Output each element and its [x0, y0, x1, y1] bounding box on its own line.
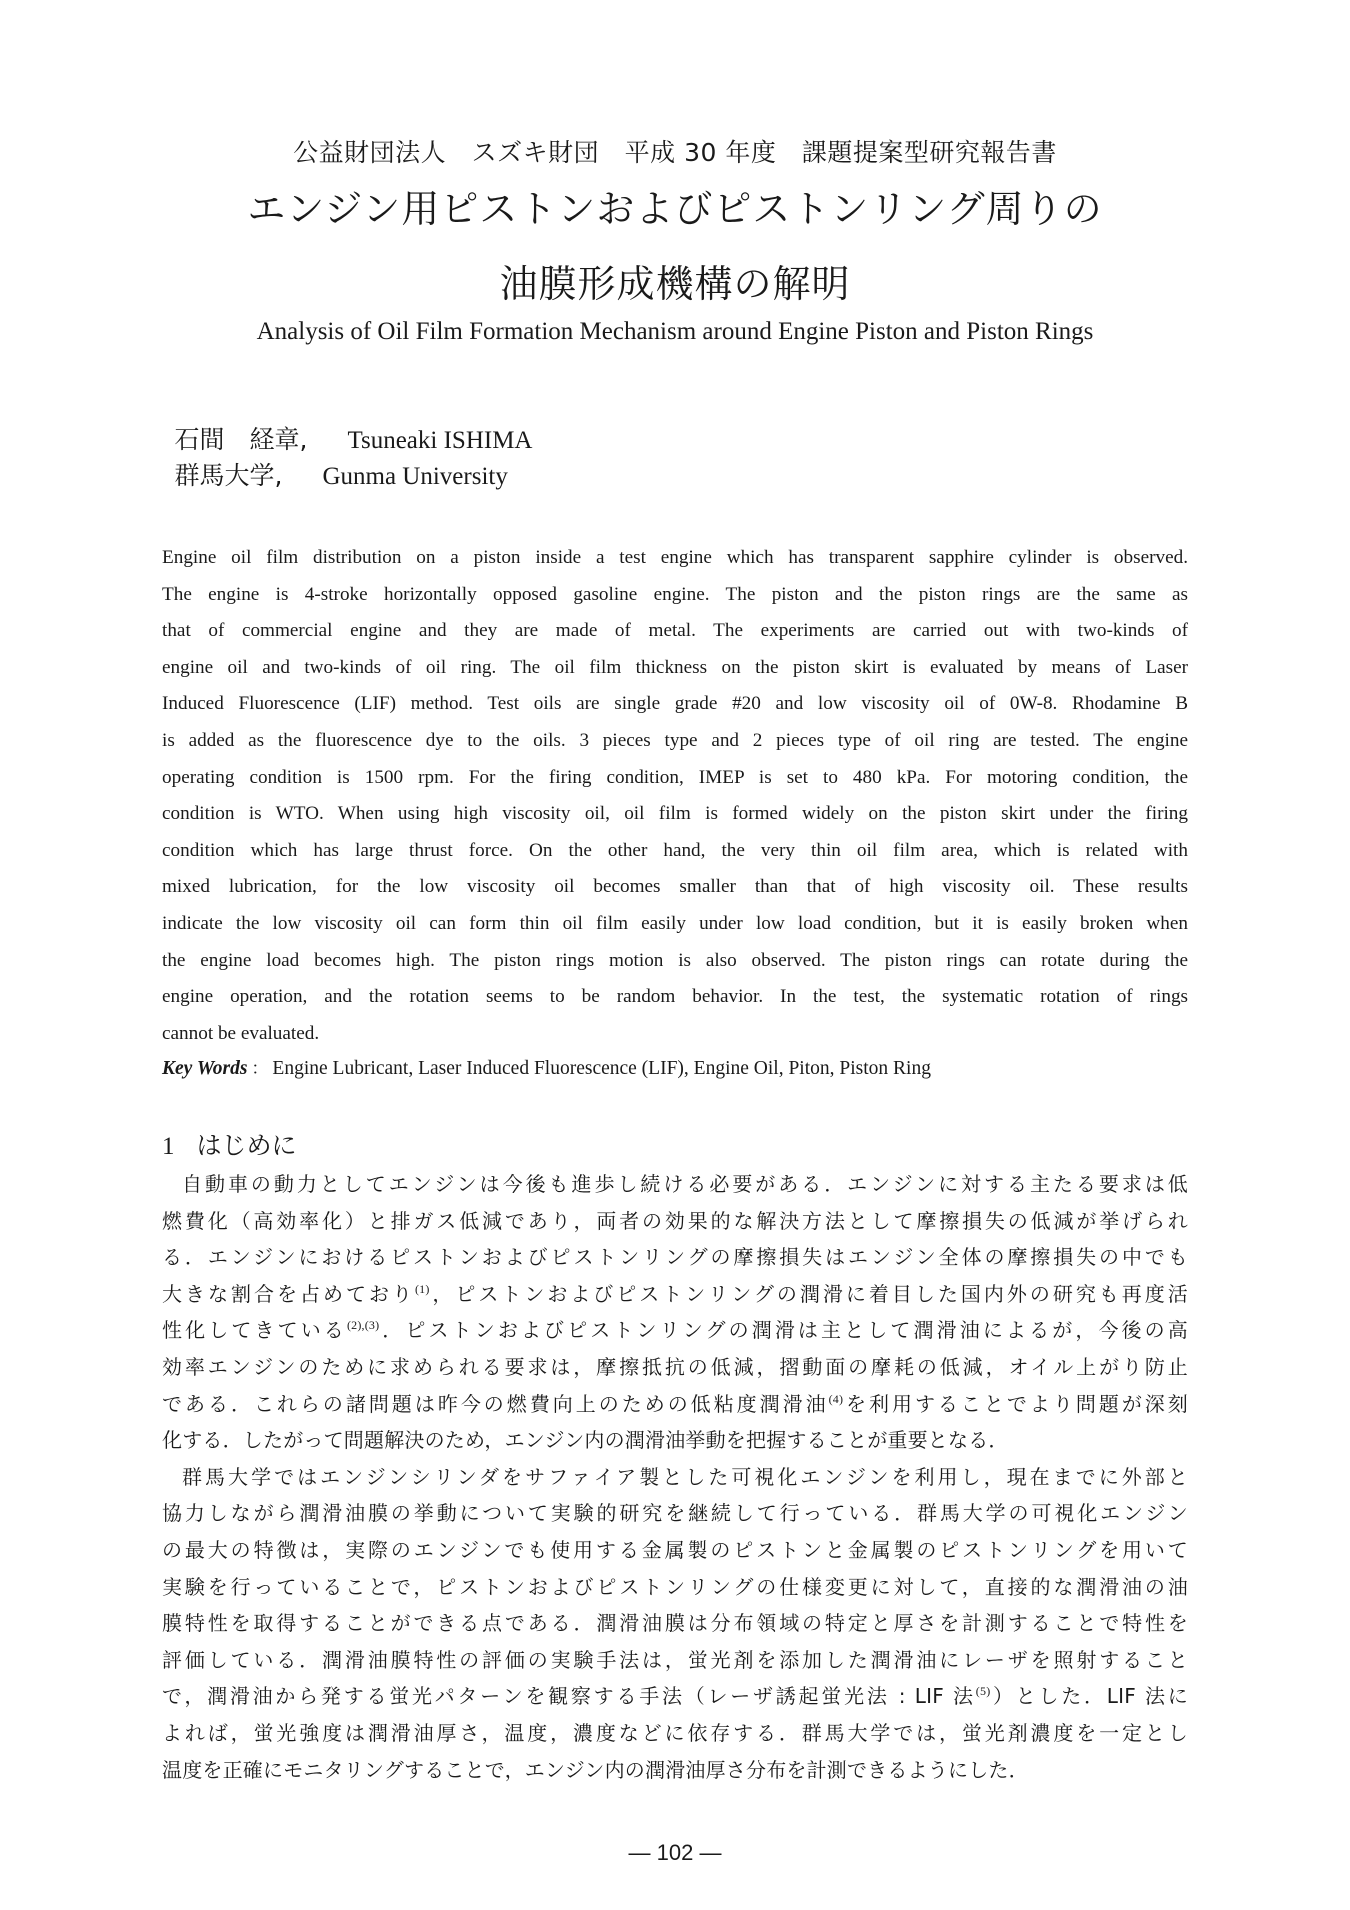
- body-text: 性化してきている: [162, 1318, 347, 1343]
- abstract-line: The engine is 4-stroke horizontally opposed gasoline engine. The piston and the piston rings are the same as: [162, 583, 1188, 605]
- body-text: を利用することでより問題が深刻: [843, 1391, 1188, 1416]
- section-number: 1: [162, 1133, 175, 1160]
- body-text: 温度を正確にモニタリングすることで，エンジン内の潤滑油厚さ分布を計測できるようにした．: [162, 1757, 1029, 1782]
- keywords-text: Engine Lubricant, Laser Induced Fluorescence (LIF), Engine Oil, Piton, Piston Ring: [272, 1058, 931, 1079]
- abstract-line: engine oil and two-kinds of oil ring. The oil film thickness on the piston skirt is evaluated by means of Laser: [162, 656, 1188, 678]
- english-title: Analysis of Oil Film Formation Mechanism around Engine Piston and Piston Rings: [256, 318, 1094, 345]
- section-title: はじめに: [196, 1131, 297, 1160]
- body-text: 自動車の動力としてエンジンは今後も進歩し続ける必要がある．エンジンに対する主たる要求は低: [182, 1172, 1188, 1196]
- abstract-line: cannot be evaluated.: [162, 1022, 320, 1044]
- keywords: [162, 1054, 931, 1080]
- body-text: 大きな割合を占めており: [162, 1281, 415, 1306]
- body-text: 群馬大学ではエンジンシリンダをサファイア製とした可視化エンジンを利用し，現在までに外部と: [182, 1464, 1188, 1489]
- affiliation-jp: 群馬大学,: [174, 461, 283, 490]
- body-text: 実験を行っていることで，ピストンおよびピストンリングの仕様変更に対して，直接的な潤滑油の油: [162, 1574, 1188, 1599]
- body-line: [162, 1678, 1188, 1715]
- abstract-line: the engine load becomes high. The piston rings motion is also observed. The piston rings can rotate during the: [162, 949, 1188, 971]
- author-name-jp: 石間 経章,: [174, 425, 308, 454]
- body-text: 燃費化（高効率化）と排ガス低減であり，両者の効果的な解決方法として摩擦損失の低減が挙げられ: [162, 1208, 1188, 1233]
- keywords-label: Key Words: [162, 1058, 248, 1079]
- body-text: ，ピストンおよびピストンリングの潤滑に着目した国内外の研究も再度活: [429, 1281, 1188, 1306]
- title-line-1: エンジン用ピストンおよびピストンリング周りの: [247, 187, 1103, 231]
- body-line: [162, 1532, 1188, 1569]
- body-text: 膜特性を取得することができる点である．潤滑油膜は分布領域の特定と厚さを計測することで特性を: [162, 1611, 1188, 1636]
- body-text: で，潤滑油から発する蛍光パターンを観察する手法（レーザ誘起蛍光法 : LIF 法: [162, 1684, 976, 1709]
- report-header: 公益財団法人 スズキ財団 平成 30 年度 課題提案型研究報告書: [293, 138, 1057, 167]
- body-text: ）とした．LIF 法に: [990, 1684, 1188, 1709]
- abstract-line: engine operation, and the rotation seems to be random behavior. In the test, the systematic rotation of rings: [162, 986, 1188, 1008]
- body-line: [162, 1422, 1188, 1459]
- body-line: [162, 1495, 1188, 1532]
- body-text: である．これらの諸問題は昨今の燃費向上のための低粘度潤滑油: [162, 1391, 829, 1416]
- body-line: [162, 1203, 1188, 1240]
- body-line: [162, 1239, 1188, 1276]
- body-line: [162, 1642, 1188, 1679]
- body-line: [162, 1752, 1188, 1789]
- body-text: の最大の特徴は，実際のエンジンでも使用する金属製のピストンと金属製のピストンリングを用いて: [162, 1537, 1188, 1562]
- citation-ref: (5): [975, 1684, 991, 1699]
- body-text: 化する．したがって問題解決のため，エンジン内の潤滑油挙動を把握することが重要となる．: [162, 1428, 1009, 1453]
- body-line: [162, 1349, 1188, 1386]
- citation-ref: (4): [828, 1391, 844, 1406]
- body-line: [162, 1605, 1188, 1642]
- keywords-separator: ：: [251, 1059, 269, 1079]
- introduction-body: [162, 1166, 1188, 1788]
- affiliation-en: Gunma University: [322, 463, 508, 490]
- body-text: 効率エンジンのために求められる要求は，摩擦抵抗の低減，摺動面の摩耗の低減，オイル上がり防止: [162, 1354, 1188, 1379]
- body-line: [162, 1459, 1188, 1496]
- abstract-line: condition is WTO. When using high viscosity oil, oil film is formed widely on the piston skirt under the firing: [162, 803, 1188, 825]
- author-name-en: Tsuneaki ISHIMA: [347, 427, 533, 454]
- citation-ref: (2),(3): [346, 1318, 380, 1333]
- section-heading: [162, 1126, 297, 1162]
- body-line: [162, 1312, 1188, 1349]
- abstract-line: Engine oil film distribution on a piston inside a test engine which has transparent sapphire cylinder is observed.: [162, 547, 1188, 568]
- body-line: [162, 1569, 1188, 1606]
- citation-ref: (1): [414, 1281, 430, 1296]
- body-line: [162, 1166, 1188, 1203]
- body-line: [162, 1276, 1188, 1313]
- title-line-2: 油膜形成機構の解明: [499, 262, 851, 306]
- page-number: — 102 —: [628, 1840, 722, 1865]
- abstract-line: mixed lubrication, for the low viscosity oil becomes smaller than that of high viscosity oil. These results: [162, 876, 1188, 898]
- body-text: よれば，蛍光強度は潤滑油厚さ，温度，濃度などに依存する．群馬大学では，蛍光剤濃度を一定とし: [162, 1720, 1188, 1745]
- body-line: [162, 1386, 1188, 1423]
- abstract: [162, 540, 1188, 1052]
- abstract-line: Induced Fluorescence (LIF) method. Test oils are single grade #20 and low viscosity oil of 0W-8. Rhodamine B: [162, 693, 1188, 715]
- abstract-line: indicate the low viscosity oil can form thin oil film easily under low load condition, but it is easily broken when: [162, 912, 1188, 934]
- body-text: ．ピストンおよびピストンリングの潤滑は主として潤滑油によるが，今後の高: [379, 1318, 1188, 1343]
- body-line: [162, 1715, 1188, 1752]
- body-text: 評価している．潤滑油膜特性の評価の実験手法は，蛍光剤を添加した潤滑油にレーザを照射すること: [162, 1647, 1188, 1672]
- body-text: 協力しながら潤滑油膜の挙動について実験的研究を継続して行っている．群馬大学の可視化エンジン: [162, 1501, 1188, 1526]
- abstract-line: that of commercial engine and they are made of metal. The experiments are carried out with two-kinds of: [162, 620, 1188, 642]
- abstract-line: operating condition is 1500 rpm. For the firing condition, IMEP is set to 480 kPa. For motoring condition, the: [162, 766, 1188, 788]
- abstract-line: condition which has large thrust force. On the other hand, the very thin oil film area, which is related with: [162, 839, 1188, 861]
- abstract-line: is added as the fluorescence dye to the oils. 3 pieces type and 2 pieces type of oil ring are tested. The engine: [162, 729, 1188, 751]
- body-text: る．エンジンにおけるピストンおよびピストンリングの摩擦損失はエンジン全体の摩擦損失の中でも: [162, 1245, 1188, 1270]
- affiliation-line: [162, 428, 508, 492]
